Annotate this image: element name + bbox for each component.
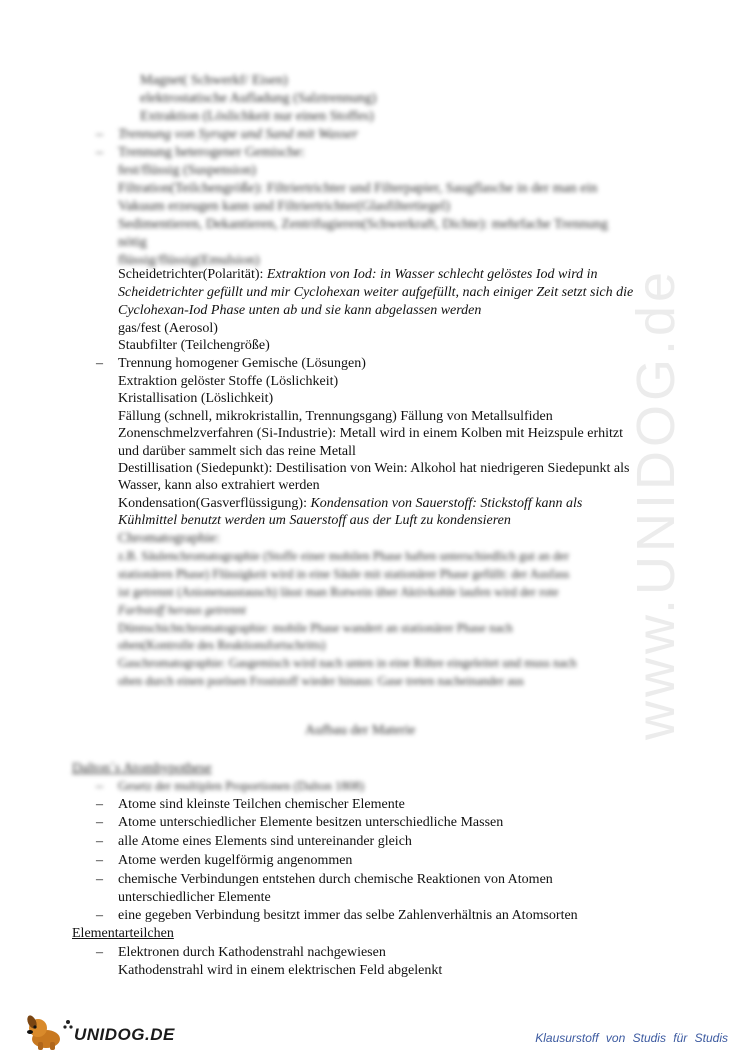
- blurred-line: oben durch einen porösen Froststoff wieder hinaus: Gase treten nacheinander aus: [118, 674, 524, 688]
- text-line: gas/fest (Aerosol): [118, 321, 218, 336]
- blurred-line: Sedimentieren, Dekantieren, Zentrifugieren(Schwerkraft, Dichte): mehrfache Trennung: [118, 217, 608, 232]
- scheidetrichter-text: Cyclohexan-Iod Phase unten ab und sie kann abgelassen werden: [118, 303, 482, 318]
- list-item: eine gegeben Verbindung besitzt immer das selbe Zahlenverhältnis an Atomsorten: [118, 908, 578, 923]
- blurred-line: Vakuum erzeugen kann und Filtriertrichter(Glasfiltertiegel): [118, 199, 450, 214]
- list-item: Trennung homogener Gemische (Lösungen): [118, 356, 366, 371]
- kondensation-text: Kondensation von Sauerstoff: Stickstoff kann als: [310, 496, 583, 511]
- blurred-line: Gesetz der multiplen Proportionen (Dalton 1808): [118, 779, 365, 793]
- bullet: –: [96, 356, 103, 371]
- list-item: Atome sind kleinste Teilchen chemischer Elemente: [118, 797, 405, 812]
- text-line: Kristallisation (Löslichkeit): [118, 391, 274, 406]
- blurred-line: oben(Kontrolle des Reaktionsfortschritts): [118, 638, 326, 652]
- bullet: –: [96, 945, 103, 960]
- list-item: Atome unterschiedlicher Elemente besitzen unterschiedliche Massen: [118, 815, 504, 830]
- text-line: Destillisation (Siedepunkt): Destilisation von Wein: Alkohol hat niedrigeren Siedepunkt als: [118, 461, 630, 476]
- bullet: –: [96, 779, 103, 794]
- footer-tagline: Klausurstoff von Studis für Studis: [535, 1031, 728, 1045]
- blurred-line: Trennung von Syrupe und Sand mit Wasser: [118, 127, 359, 142]
- bullet: –: [96, 853, 103, 868]
- text-line: und darüber sammelt sich das reine Metall: [118, 444, 356, 459]
- kondensation-line: [118, 495, 582, 513]
- text-line: Extraktion gelöster Stoffe (Löslichkeit): [118, 374, 339, 389]
- text-line: Kathodenstrahl wird in einem elektrischen Feld abgelenkt: [118, 963, 443, 978]
- text-line: Staubfilter (Teilchengröße): [118, 338, 270, 353]
- blurred-line: z.B. Säulenchromatographie (Stoffe einer mobilen Phase haften unterschiedlich gut an der: [118, 549, 570, 563]
- scheidetrichter-text: Extraktion von Iod: in Wasser schlecht gelöstes Iod wird in: [266, 267, 598, 282]
- text-line: Zonenschmelzverfahren (Si-Industrie): Metall wird in einem Kolben mit Heizspule erhitzt: [118, 426, 624, 441]
- bullet: –: [96, 145, 103, 160]
- bullet: –: [96, 127, 103, 142]
- bullet: –: [96, 834, 103, 849]
- scheidetrichter-line: [118, 266, 598, 284]
- list-item: chemische Verbindungen entstehen durch chemische Reaktionen von Atomen: [118, 872, 553, 887]
- scheidetrichter-label: Scheidetrichter(Polarität):: [118, 267, 267, 282]
- blurred-line: elektrostatische Aufladung (Salztrennung): [140, 91, 377, 106]
- text-line: Wasser, kann also extrahiert werden: [118, 478, 320, 493]
- blurred-line: ist getrennt (Anionenaustausch) lässt man Rotwein über Aktivkohle laufen wird der rote: [118, 585, 559, 599]
- bullet: –: [96, 872, 103, 887]
- list-item: Elektronen durch Kathodenstrahl nachgewiesen: [118, 945, 386, 960]
- list-item: alle Atome eines Elements sind untereinander gleich: [118, 834, 412, 849]
- scheidetrichter-text: Scheidetrichter gefüllt und mir Cyclohexan weiter aufgefüllt, nach einiger Zeit setzt sich die: [118, 285, 634, 300]
- elementarteilchen-heading: Elementarteilchen: [72, 926, 174, 941]
- blurred-line: Filtration(Teilchengröße): Filtriertrichter und Filterpapier, Saugflasche in der man ein: [118, 181, 598, 196]
- kondensation-text: Kühlmittel benutzt werden um Sauerstoff aus der Luft zu kondensieren: [118, 513, 511, 528]
- blurred-line: Dünnschichtchromatographie: mobile Phase wandert an stationärer Phase nach: [118, 621, 513, 635]
- dog-icon: [24, 1012, 74, 1052]
- blurred-line: Trennung heterogener Gemische:: [118, 145, 305, 160]
- blurred-line: Extraktion (Löslichkeit nur einen Stoffes): [140, 109, 374, 124]
- blurred-line: Gaschromatographie: Gasgemisch wird nach unten in eine Röhre eingeleitet und muss nach: [118, 656, 577, 670]
- blurred-line: nötig: [118, 235, 147, 250]
- list-item-continued: unterschiedlicher Elemente: [118, 890, 271, 905]
- dalton-heading: Dalton´s Atomhypothese: [72, 761, 212, 776]
- kondensation-label: Kondensation(Gasverflüssigung):: [118, 496, 311, 511]
- blurred-line: Magnet( Schwerkf/ Eisen): [140, 73, 288, 88]
- blurred-line: stationären Phase) Flüssigkeit wird in eine Säule mit stationärer Phase gefüllt: der Ausfass: [118, 567, 570, 581]
- blurred-line: fest/flüssig (Suspension): [118, 163, 257, 178]
- text-line: Fällung (schnell, mikrokristallin, Trennungsgang) Fällung von Metallsulfiden: [118, 409, 553, 424]
- bullet: –: [96, 815, 103, 830]
- bullet: –: [96, 908, 103, 923]
- unidog-logo[interactable]: [24, 1012, 175, 1052]
- watermark: www.UNIDOG.de: [626, 267, 686, 740]
- bullet: –: [96, 797, 103, 812]
- logo-text: UNIDOG.DE: [74, 1025, 175, 1044]
- list-item: Atome werden kugelförmig angenommen: [118, 853, 353, 868]
- blurred-line: Farbstoff heraus getrennt: [118, 603, 247, 617]
- section-title: Aufbau der Materie: [305, 723, 416, 738]
- blurred-line: Chromatographie:: [118, 531, 220, 546]
- blurred-line: flüssig/flüssig(Emulsion): [118, 253, 260, 268]
